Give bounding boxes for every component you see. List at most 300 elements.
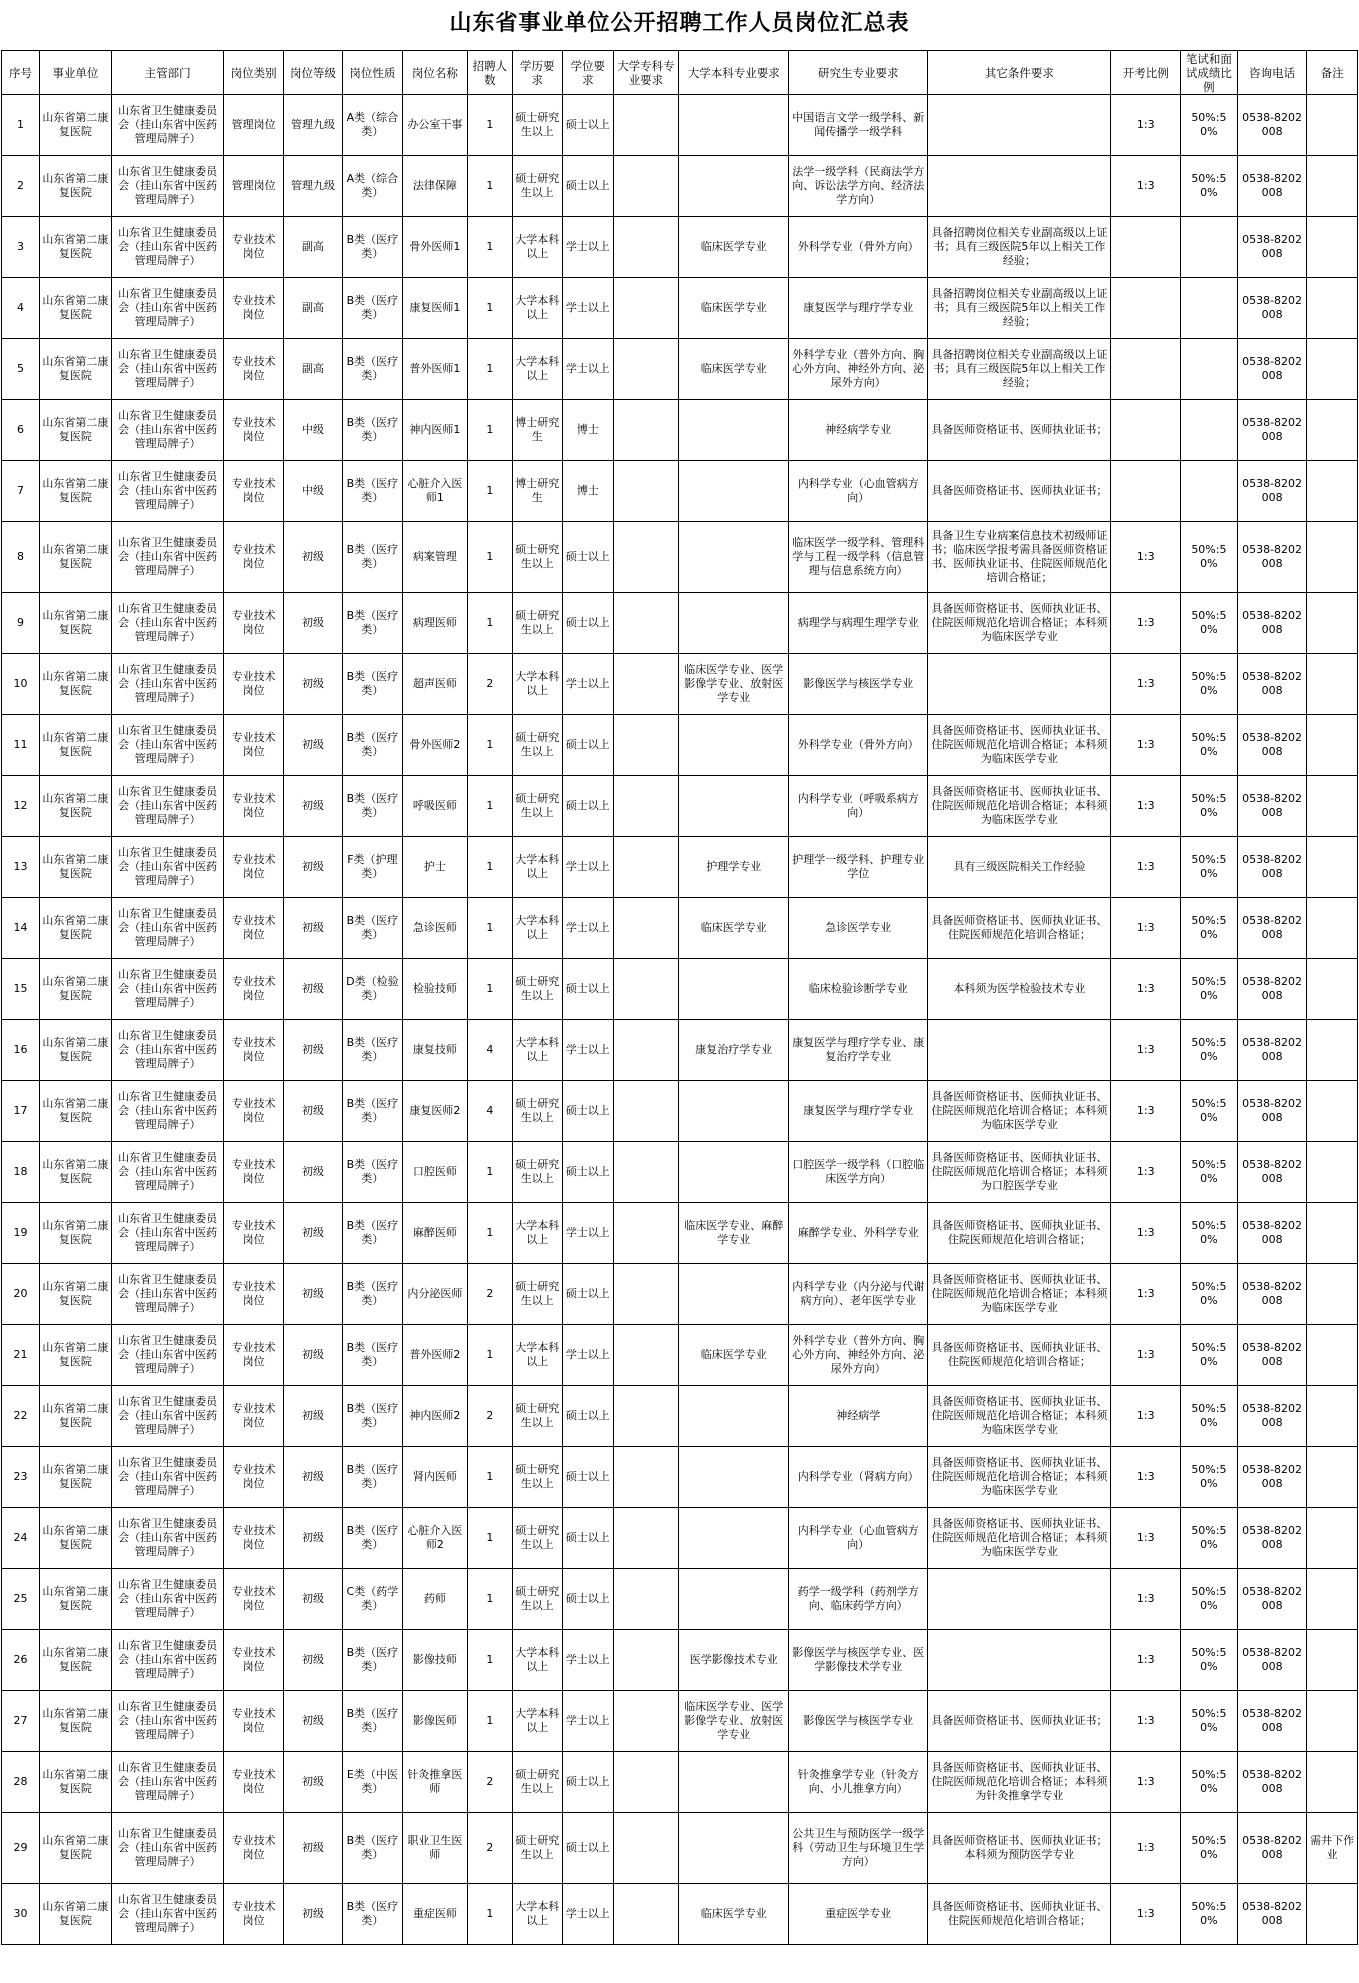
cell-post-nature: D类（检验类） xyxy=(343,959,402,1020)
cell-unit: 山东省第二康复医院 xyxy=(39,400,111,461)
cell-remark xyxy=(1307,1691,1358,1752)
cell-other-conditions: 具备医师资格证书、医师执业证书； xyxy=(928,461,1111,522)
cell-post-nature: B类（医疗类） xyxy=(343,1203,402,1264)
cell-graduate-major: 内科学专业（心血管病方向） xyxy=(789,461,928,522)
cell-graduate-major: 影像医学与核医学专业 xyxy=(789,1691,928,1752)
cell-seq: 2 xyxy=(2,156,40,217)
cell-remark xyxy=(1307,156,1358,217)
cell-post-level: 初级 xyxy=(283,1203,342,1264)
cell-department: 山东省卫生健康委员会（挂山东省中医药管理局牌子） xyxy=(111,1386,223,1447)
cell-remark xyxy=(1307,1752,1358,1813)
cell-seq: 5 xyxy=(2,339,40,400)
cell-college-major xyxy=(613,1884,679,1945)
cell-post-name: 神内医师2 xyxy=(402,1386,468,1447)
cell-phone: 0538-8202008 xyxy=(1237,959,1307,1020)
cell-unit: 山东省第二康复医院 xyxy=(39,1325,111,1386)
cell-score-ratio: 50%:50% xyxy=(1180,1142,1237,1203)
cell-score-ratio xyxy=(1180,278,1237,339)
cell-post-name: 康复医师2 xyxy=(402,1081,468,1142)
cell-education: 大学本科以上 xyxy=(512,1884,563,1945)
cell-college-major xyxy=(613,898,679,959)
cell-college-major xyxy=(613,339,679,400)
cell-graduate-major: 外科学专业（普外方向、胸心外方向、神经外方向、泌尿外方向） xyxy=(789,339,928,400)
column-header: 岗位类别 xyxy=(224,51,283,95)
cell-education: 硕士研究生以上 xyxy=(512,1386,563,1447)
position-summary-table xyxy=(1,50,1358,1945)
cell-post-category: 专业技术岗位 xyxy=(224,217,283,278)
cell-other-conditions xyxy=(928,95,1111,156)
cell-other-conditions: 具备招聘岗位相关专业副高级以上证书；具有三级医院5年以上相关工作经验； xyxy=(928,339,1111,400)
cell-post-nature: B类（医疗类） xyxy=(343,1884,402,1945)
cell-seq: 20 xyxy=(2,1264,40,1325)
cell-education: 硕士研究生以上 xyxy=(512,156,563,217)
cell-college-major xyxy=(613,715,679,776)
cell-degree: 学士以上 xyxy=(563,654,614,715)
cell-department: 山东省卫生健康委员会（挂山东省中医药管理局牌子） xyxy=(111,156,223,217)
cell-post-name: 影像技师 xyxy=(402,1630,468,1691)
table-row xyxy=(2,1264,1358,1325)
cell-remark xyxy=(1307,461,1358,522)
cell-college-major xyxy=(613,156,679,217)
cell-remark xyxy=(1307,898,1358,959)
cell-unit: 山东省第二康复医院 xyxy=(39,593,111,654)
cell-college-major xyxy=(613,1142,679,1203)
cell-degree: 硕士以上 xyxy=(563,776,614,837)
cell-department: 山东省卫生健康委员会（挂山东省中医药管理局牌子） xyxy=(111,1264,223,1325)
cell-degree: 学士以上 xyxy=(563,1884,614,1945)
cell-unit: 山东省第二康复医院 xyxy=(39,654,111,715)
cell-exam-ratio: 1:3 xyxy=(1111,1325,1181,1386)
cell-degree: 硕士以上 xyxy=(563,1447,614,1508)
cell-college-major xyxy=(613,1264,679,1325)
cell-bachelor-major xyxy=(679,156,789,217)
cell-other-conditions xyxy=(928,1569,1111,1630)
cell-unit: 山东省第二康复医院 xyxy=(39,156,111,217)
cell-phone: 0538-8202008 xyxy=(1237,1691,1307,1752)
column-header: 招聘人数 xyxy=(468,51,512,95)
cell-post-category: 专业技术岗位 xyxy=(224,522,283,593)
cell-degree: 硕士以上 xyxy=(563,156,614,217)
cell-post-name: 麻醉医师 xyxy=(402,1203,468,1264)
cell-education: 大学本科以上 xyxy=(512,1203,563,1264)
cell-seq: 11 xyxy=(2,715,40,776)
cell-college-major xyxy=(613,1752,679,1813)
cell-graduate-major: 重症医学专业 xyxy=(789,1884,928,1945)
cell-bachelor-major xyxy=(679,1508,789,1569)
cell-exam-ratio: 1:3 xyxy=(1111,654,1181,715)
cell-post-level: 副高 xyxy=(283,278,342,339)
cell-bachelor-major xyxy=(679,1386,789,1447)
cell-graduate-major: 神经病学专业 xyxy=(789,400,928,461)
cell-post-name: 肾内医师 xyxy=(402,1447,468,1508)
cell-post-nature: B类（医疗类） xyxy=(343,1264,402,1325)
cell-phone: 0538-8202008 xyxy=(1237,1203,1307,1264)
cell-college-major xyxy=(613,1569,679,1630)
cell-headcount: 2 xyxy=(468,1752,512,1813)
cell-exam-ratio: 1:3 xyxy=(1111,1630,1181,1691)
cell-unit: 山东省第二康复医院 xyxy=(39,837,111,898)
cell-exam-ratio xyxy=(1111,278,1181,339)
cell-post-nature: B类（医疗类） xyxy=(343,1142,402,1203)
cell-post-category: 专业技术岗位 xyxy=(224,1325,283,1386)
cell-graduate-major: 康复医学与理疗学专业 xyxy=(789,1081,928,1142)
cell-education: 大学本科以上 xyxy=(512,339,563,400)
cell-remark xyxy=(1307,1081,1358,1142)
cell-score-ratio xyxy=(1180,461,1237,522)
table-row xyxy=(2,1386,1358,1447)
cell-post-nature: B类（医疗类） xyxy=(343,1020,402,1081)
cell-seq: 4 xyxy=(2,278,40,339)
column-header: 大学专科专业要求 xyxy=(613,51,679,95)
cell-college-major xyxy=(613,593,679,654)
cell-remark xyxy=(1307,1325,1358,1386)
cell-score-ratio: 50%:50% xyxy=(1180,1884,1237,1945)
cell-post-category: 专业技术岗位 xyxy=(224,1081,283,1142)
cell-education: 大学本科以上 xyxy=(512,278,563,339)
cell-department: 山东省卫生健康委员会（挂山东省中医药管理局牌子） xyxy=(111,1630,223,1691)
cell-post-level: 初级 xyxy=(283,1691,342,1752)
cell-phone: 0538-8202008 xyxy=(1237,715,1307,776)
cell-headcount: 4 xyxy=(468,1020,512,1081)
cell-degree: 硕士以上 xyxy=(563,1081,614,1142)
cell-college-major xyxy=(613,1447,679,1508)
cell-other-conditions: 具备医师资格证书、医师执业证书、住院医师规范化培训合格证；本科须为临床医学专业 xyxy=(928,776,1111,837)
column-header: 岗位等级 xyxy=(283,51,342,95)
cell-graduate-major: 口腔医学一级学科（口腔临床医学方向） xyxy=(789,1142,928,1203)
cell-post-category: 专业技术岗位 xyxy=(224,1813,283,1884)
cell-education: 博士研究生 xyxy=(512,400,563,461)
cell-exam-ratio: 1:3 xyxy=(1111,715,1181,776)
cell-education: 大学本科以上 xyxy=(512,1691,563,1752)
cell-department: 山东省卫生健康委员会（挂山东省中医药管理局牌子） xyxy=(111,522,223,593)
table-row xyxy=(2,1020,1358,1081)
cell-unit: 山东省第二康复医院 xyxy=(39,1569,111,1630)
cell-seq: 30 xyxy=(2,1884,40,1945)
cell-post-name: 康复技师 xyxy=(402,1020,468,1081)
cell-post-name: 病案管理 xyxy=(402,522,468,593)
column-header: 事业单位 xyxy=(39,51,111,95)
cell-education: 硕士研究生以上 xyxy=(512,1752,563,1813)
cell-exam-ratio: 1:3 xyxy=(1111,776,1181,837)
cell-post-name: 药师 xyxy=(402,1569,468,1630)
cell-phone: 0538-8202008 xyxy=(1237,593,1307,654)
cell-headcount: 1 xyxy=(468,522,512,593)
cell-phone: 0538-8202008 xyxy=(1237,776,1307,837)
cell-unit: 山东省第二康复医院 xyxy=(39,1884,111,1945)
table-row xyxy=(2,400,1358,461)
cell-remark xyxy=(1307,837,1358,898)
cell-department: 山东省卫生健康委员会（挂山东省中医药管理局牌子） xyxy=(111,898,223,959)
cell-unit: 山东省第二康复医院 xyxy=(39,461,111,522)
cell-other-conditions: 具备医师资格证书、医师执业证书、住院医师规范化培训合格证；本科须为临床医学专业 xyxy=(928,715,1111,776)
cell-headcount: 1 xyxy=(468,1630,512,1691)
cell-post-nature: B类（医疗类） xyxy=(343,1508,402,1569)
cell-post-name: 护士 xyxy=(402,837,468,898)
cell-headcount: 1 xyxy=(468,1203,512,1264)
cell-post-name: 内分泌医师 xyxy=(402,1264,468,1325)
cell-exam-ratio: 1:3 xyxy=(1111,1884,1181,1945)
cell-score-ratio: 50%:50% xyxy=(1180,1630,1237,1691)
cell-unit: 山东省第二康复医院 xyxy=(39,1264,111,1325)
cell-seq: 19 xyxy=(2,1203,40,1264)
cell-remark xyxy=(1307,1569,1358,1630)
cell-bachelor-major xyxy=(679,1752,789,1813)
cell-score-ratio: 50%:50% xyxy=(1180,1752,1237,1813)
cell-post-level: 初级 xyxy=(283,1884,342,1945)
cell-bachelor-major xyxy=(679,1264,789,1325)
column-header: 主管部门 xyxy=(111,51,223,95)
cell-post-level: 管理九级 xyxy=(283,156,342,217)
column-header: 学历要求 xyxy=(512,51,563,95)
cell-education: 硕士研究生以上 xyxy=(512,1569,563,1630)
cell-education: 硕士研究生以上 xyxy=(512,1813,563,1884)
cell-seq: 16 xyxy=(2,1020,40,1081)
cell-bachelor-major: 临床医学专业、医学影像学专业、放射医学专业 xyxy=(679,654,789,715)
column-header: 其它条件要求 xyxy=(928,51,1111,95)
cell-exam-ratio: 1:3 xyxy=(1111,1386,1181,1447)
cell-post-level: 中级 xyxy=(283,400,342,461)
cell-phone: 0538-8202008 xyxy=(1237,1630,1307,1691)
table-row xyxy=(2,1569,1358,1630)
cell-degree: 硕士以上 xyxy=(563,95,614,156)
cell-post-level: 初级 xyxy=(283,1020,342,1081)
cell-headcount: 1 xyxy=(468,1569,512,1630)
cell-education: 硕士研究生以上 xyxy=(512,1081,563,1142)
cell-seq: 24 xyxy=(2,1508,40,1569)
cell-graduate-major: 康复医学与理疗学专业 xyxy=(789,278,928,339)
cell-score-ratio: 50%:50% xyxy=(1180,1203,1237,1264)
cell-education: 博士研究生 xyxy=(512,461,563,522)
cell-post-name: 骨外医师2 xyxy=(402,715,468,776)
cell-degree: 学士以上 xyxy=(563,1691,614,1752)
cell-headcount: 1 xyxy=(468,715,512,776)
cell-remark: 需井下作业 xyxy=(1307,1813,1358,1884)
cell-other-conditions: 具备医师资格证书、医师执业证书、住院医师规范化培训合格证；本科须为临床医学专业 xyxy=(928,1264,1111,1325)
cell-post-category: 专业技术岗位 xyxy=(224,461,283,522)
cell-post-name: 办公室干事 xyxy=(402,95,468,156)
cell-other-conditions xyxy=(928,654,1111,715)
cell-phone: 0538-8202008 xyxy=(1237,837,1307,898)
cell-exam-ratio: 1:3 xyxy=(1111,898,1181,959)
cell-graduate-major: 影像医学与核医学专业、医学影像技术学专业 xyxy=(789,1630,928,1691)
cell-headcount: 1 xyxy=(468,959,512,1020)
cell-headcount: 1 xyxy=(468,593,512,654)
cell-post-level: 副高 xyxy=(283,217,342,278)
cell-graduate-major: 病理学与病理生理学专业 xyxy=(789,593,928,654)
cell-degree: 学士以上 xyxy=(563,1203,614,1264)
cell-post-level: 副高 xyxy=(283,339,342,400)
cell-remark xyxy=(1307,1203,1358,1264)
table-row xyxy=(2,1447,1358,1508)
cell-phone: 0538-8202008 xyxy=(1237,654,1307,715)
cell-post-nature: A类（综合类） xyxy=(343,156,402,217)
cell-post-category: 专业技术岗位 xyxy=(224,1884,283,1945)
cell-post-nature: B类（医疗类） xyxy=(343,461,402,522)
cell-bachelor-major xyxy=(679,461,789,522)
cell-education: 大学本科以上 xyxy=(512,1020,563,1081)
cell-department: 山东省卫生健康委员会（挂山东省中医药管理局牌子） xyxy=(111,95,223,156)
cell-degree: 硕士以上 xyxy=(563,1386,614,1447)
cell-post-category: 管理岗位 xyxy=(224,156,283,217)
cell-exam-ratio: 1:3 xyxy=(1111,593,1181,654)
cell-post-name: 神内医师1 xyxy=(402,400,468,461)
cell-headcount: 1 xyxy=(468,837,512,898)
cell-department: 山东省卫生健康委员会（挂山东省中医药管理局牌子） xyxy=(111,1884,223,1945)
cell-post-category: 专业技术岗位 xyxy=(224,1752,283,1813)
cell-bachelor-major: 临床医学专业 xyxy=(679,217,789,278)
table-row xyxy=(2,898,1358,959)
cell-score-ratio: 50%:50% xyxy=(1180,522,1237,593)
cell-graduate-major: 临床医学一级学科、管理科学与工程一级学科（信息管理与信息系统方向） xyxy=(789,522,928,593)
cell-department: 山东省卫生健康委员会（挂山东省中医药管理局牌子） xyxy=(111,1813,223,1884)
cell-graduate-major: 内科学专业（呼吸系病方向） xyxy=(789,776,928,837)
cell-headcount: 1 xyxy=(468,1447,512,1508)
cell-other-conditions: 具备招聘岗位相关专业副高级以上证书；具有三级医院5年以上相关工作经验； xyxy=(928,278,1111,339)
cell-other-conditions: 具备医师资格证书、医师执业证书、住院医师规范化培训合格证；本科须为口腔医学专业 xyxy=(928,1142,1111,1203)
cell-department: 山东省卫生健康委员会（挂山东省中医药管理局牌子） xyxy=(111,1142,223,1203)
cell-college-major xyxy=(613,776,679,837)
cell-phone: 0538-8202008 xyxy=(1237,1884,1307,1945)
cell-exam-ratio: 1:3 xyxy=(1111,1508,1181,1569)
cell-seq: 3 xyxy=(2,217,40,278)
cell-phone: 0538-8202008 xyxy=(1237,1325,1307,1386)
cell-bachelor-major xyxy=(679,715,789,776)
cell-seq: 26 xyxy=(2,1630,40,1691)
cell-phone: 0538-8202008 xyxy=(1237,1081,1307,1142)
cell-headcount: 2 xyxy=(468,1813,512,1884)
cell-phone: 0538-8202008 xyxy=(1237,1447,1307,1508)
cell-post-name: 超声医师 xyxy=(402,654,468,715)
cell-other-conditions: 具备医师资格证书、医师执业证书、住院医师规范化培训合格证； xyxy=(928,898,1111,959)
cell-post-level: 中级 xyxy=(283,461,342,522)
cell-bachelor-major xyxy=(679,593,789,654)
cell-graduate-major: 公共卫生与预防医学一级学科（劳动卫生与环境卫生学方向） xyxy=(789,1813,928,1884)
cell-post-nature: B类（医疗类） xyxy=(343,1813,402,1884)
cell-post-level: 初级 xyxy=(283,522,342,593)
cell-post-nature: B类（医疗类） xyxy=(343,898,402,959)
cell-phone: 0538-8202008 xyxy=(1237,898,1307,959)
cell-score-ratio: 50%:50% xyxy=(1180,837,1237,898)
cell-unit: 山东省第二康复医院 xyxy=(39,1691,111,1752)
cell-post-name: 急诊医师 xyxy=(402,898,468,959)
cell-bachelor-major: 临床医学专业、麻醉学专业 xyxy=(679,1203,789,1264)
cell-college-major xyxy=(613,1081,679,1142)
column-header: 笔试和面试成绩比例 xyxy=(1180,51,1237,95)
cell-score-ratio: 50%:50% xyxy=(1180,898,1237,959)
cell-post-level: 初级 xyxy=(283,1508,342,1569)
cell-bachelor-major: 临床医学专业 xyxy=(679,278,789,339)
cell-other-conditions: 具备医师资格证书、医师执业证书；本科须为预防医学专业 xyxy=(928,1813,1111,1884)
table-row xyxy=(2,1813,1358,1884)
cell-post-nature: B类（医疗类） xyxy=(343,776,402,837)
cell-score-ratio xyxy=(1180,339,1237,400)
cell-college-major xyxy=(613,461,679,522)
cell-post-name: 呼吸医师 xyxy=(402,776,468,837)
cell-seq: 23 xyxy=(2,1447,40,1508)
cell-seq: 29 xyxy=(2,1813,40,1884)
cell-seq: 12 xyxy=(2,776,40,837)
cell-post-level: 初级 xyxy=(283,776,342,837)
cell-post-category: 专业技术岗位 xyxy=(224,1508,283,1569)
cell-score-ratio: 50%:50% xyxy=(1180,715,1237,776)
cell-post-nature: F类（护理类） xyxy=(343,837,402,898)
cell-post-level: 初级 xyxy=(283,1325,342,1386)
cell-college-major xyxy=(613,95,679,156)
cell-phone: 0538-8202008 xyxy=(1237,339,1307,400)
cell-department: 山东省卫生健康委员会（挂山东省中医药管理局牌子） xyxy=(111,217,223,278)
cell-bachelor-major: 临床医学专业 xyxy=(679,339,789,400)
cell-exam-ratio xyxy=(1111,217,1181,278)
cell-education: 大学本科以上 xyxy=(512,898,563,959)
cell-remark xyxy=(1307,217,1358,278)
cell-unit: 山东省第二康复医院 xyxy=(39,522,111,593)
cell-post-level: 初级 xyxy=(283,654,342,715)
cell-unit: 山东省第二康复医院 xyxy=(39,1447,111,1508)
cell-department: 山东省卫生健康委员会（挂山东省中医药管理局牌子） xyxy=(111,715,223,776)
table-row xyxy=(2,776,1358,837)
table-row xyxy=(2,278,1358,339)
cell-exam-ratio xyxy=(1111,461,1181,522)
cell-seq: 8 xyxy=(2,522,40,593)
cell-seq: 9 xyxy=(2,593,40,654)
cell-seq: 27 xyxy=(2,1691,40,1752)
cell-department: 山东省卫生健康委员会（挂山东省中医药管理局牌子） xyxy=(111,959,223,1020)
cell-headcount: 2 xyxy=(468,654,512,715)
cell-education: 硕士研究生以上 xyxy=(512,959,563,1020)
cell-score-ratio: 50%:50% xyxy=(1180,1386,1237,1447)
cell-remark xyxy=(1307,776,1358,837)
cell-post-category: 专业技术岗位 xyxy=(224,1386,283,1447)
table-row xyxy=(2,959,1358,1020)
cell-post-category: 专业技术岗位 xyxy=(224,654,283,715)
cell-remark xyxy=(1307,593,1358,654)
cell-post-level: 初级 xyxy=(283,1142,342,1203)
cell-bachelor-major: 临床医学专业 xyxy=(679,1884,789,1945)
cell-graduate-major: 内科学专业（肾病方向） xyxy=(789,1447,928,1508)
cell-education: 大学本科以上 xyxy=(512,837,563,898)
cell-other-conditions: 本科须为医学检验技术专业 xyxy=(928,959,1111,1020)
cell-degree: 硕士以上 xyxy=(563,715,614,776)
cell-degree: 博士 xyxy=(563,400,614,461)
cell-headcount: 1 xyxy=(468,1691,512,1752)
cell-graduate-major: 中国语言文学一级学科、新闻传播学一级学科 xyxy=(789,95,928,156)
cell-post-category: 专业技术岗位 xyxy=(224,959,283,1020)
cell-post-level: 初级 xyxy=(283,1813,342,1884)
cell-exam-ratio: 1:3 xyxy=(1111,522,1181,593)
cell-headcount: 1 xyxy=(468,776,512,837)
cell-department: 山东省卫生健康委员会（挂山东省中医药管理局牌子） xyxy=(111,837,223,898)
cell-bachelor-major: 临床医学专业、医学影像学专业、放射医学专业 xyxy=(679,1691,789,1752)
cell-department: 山东省卫生健康委员会（挂山东省中医药管理局牌子） xyxy=(111,654,223,715)
table-row xyxy=(2,156,1358,217)
cell-post-name: 重症医师 xyxy=(402,1884,468,1945)
cell-phone: 0538-8202008 xyxy=(1237,400,1307,461)
cell-other-conditions: 具备医师资格证书、医师执业证书、住院医师规范化培训合格证；本科须为针灸推拿学专业 xyxy=(928,1752,1111,1813)
cell-department: 山东省卫生健康委员会（挂山东省中医药管理局牌子） xyxy=(111,1081,223,1142)
cell-post-name: 检验技师 xyxy=(402,959,468,1020)
cell-post-level: 初级 xyxy=(283,1386,342,1447)
cell-post-level: 初级 xyxy=(283,837,342,898)
cell-post-category: 专业技术岗位 xyxy=(224,339,283,400)
cell-post-category: 专业技术岗位 xyxy=(224,1142,283,1203)
cell-department: 山东省卫生健康委员会（挂山东省中医药管理局牌子） xyxy=(111,1752,223,1813)
cell-phone: 0538-8202008 xyxy=(1237,217,1307,278)
column-header: 大学本科专业要求 xyxy=(679,51,789,95)
cell-education: 硕士研究生以上 xyxy=(512,593,563,654)
cell-unit: 山东省第二康复医院 xyxy=(39,278,111,339)
cell-headcount: 1 xyxy=(468,156,512,217)
cell-headcount: 1 xyxy=(468,217,512,278)
